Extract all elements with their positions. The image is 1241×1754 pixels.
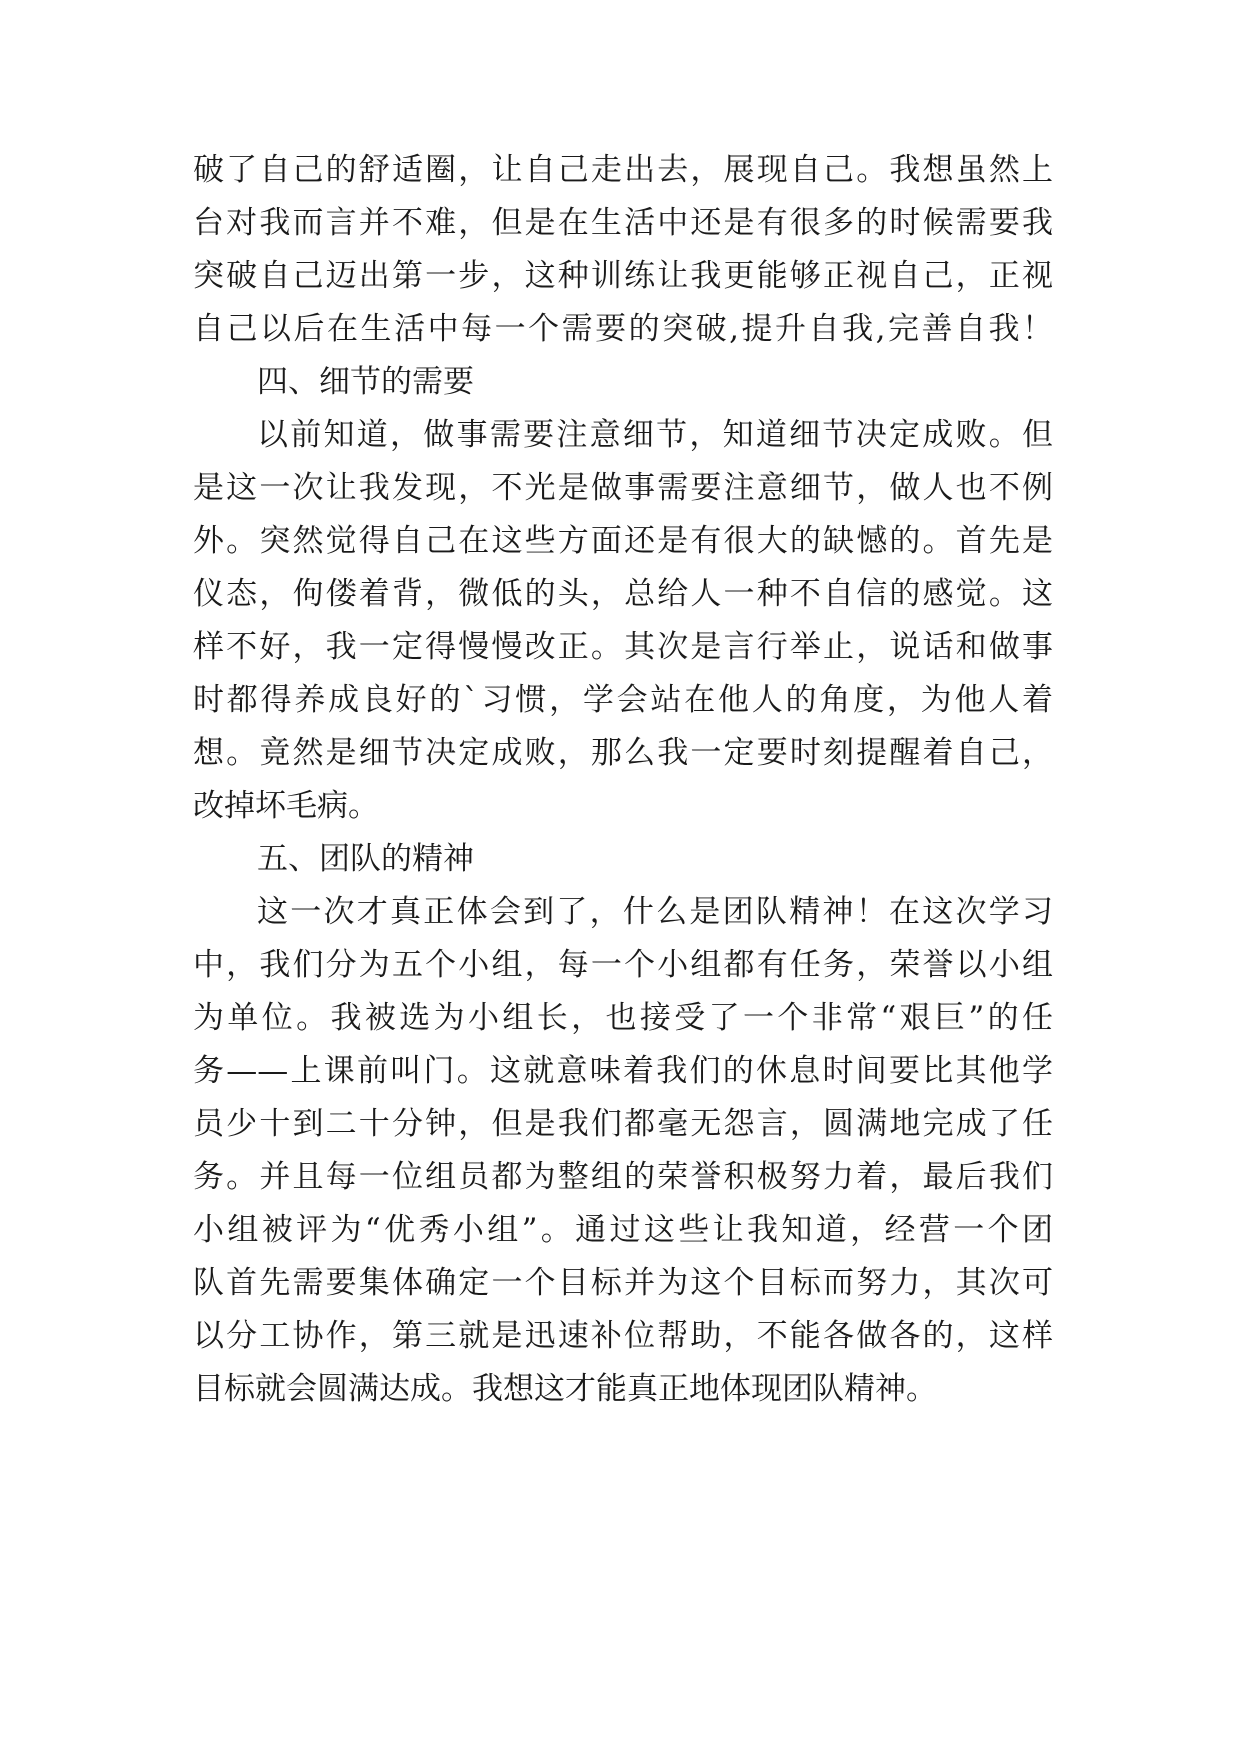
- paragraph-line: 样不好，我一定得慢慢改正。其次是言行举止，说话和做事: [193, 629, 1053, 665]
- paragraph-line: 改掉坏毛病。: [193, 788, 379, 824]
- section-heading-details: 四、细节的需要: [257, 364, 474, 400]
- paragraph-line: 中，我们分为五个小组，每一个小组都有任务，荣誉以小组: [193, 947, 1053, 983]
- paragraph-line: 务。并且每一位组员都为整组的荣誉积极努力着，最后我们: [193, 1159, 1053, 1195]
- paragraph-line: 为单位。我被选为小组长，也接受了一个非常“艰巨”的任: [193, 1000, 1053, 1036]
- paragraph-line: 员少十到二十分钟，但是我们都毫无怨言，圆满地完成了任: [193, 1106, 1053, 1142]
- paragraph-line: 台对我而言并不难，但是在生活中还是有很多的时候需要我: [193, 205, 1053, 241]
- paragraph-line: 外。突然觉得自己在这些方面还是有很大的缺憾的。首先是: [193, 523, 1053, 559]
- paragraph-line: 这一次才真正体会到了，什么是团队精神！在这次学习: [257, 894, 1053, 930]
- paragraph-line: 自己以后在生活中每一个需要的突破,提升自我,完善自我！: [193, 311, 1053, 347]
- paragraph-line: 破了自己的舒适圈，让自己走出去，展现自己。我想虽然上: [193, 152, 1053, 188]
- paragraph-line: 以前知道，做事需要注意细节，知道细节决定成败。但: [257, 417, 1053, 453]
- paragraph-line: 目标就会圆满达成。我想这才能真正地体现团队精神。: [193, 1371, 937, 1407]
- section-heading-team: 五、团队的精神: [257, 841, 474, 877]
- paragraph-line: 想。竟然是细节决定成败，那么我一定要时刻提醒着自己，: [193, 735, 1053, 771]
- paragraph-line: 时都得养成良好的`习惯，学会站在他人的角度，为他人着: [193, 682, 1053, 718]
- paragraph-line: 是这一次让我发现，不光是做事需要注意细节，做人也不例: [193, 470, 1053, 506]
- paragraph-line: 突破自己迈出第一步，这种训练让我更能够正视自己，正视: [193, 258, 1053, 294]
- paragraph-line: 以分工协作，第三就是迅速补位帮助，不能各做各的，这样: [193, 1318, 1053, 1354]
- paragraph-line: 务——上课前叫门。这就意味着我们的休息时间要比其他学: [193, 1053, 1053, 1089]
- paragraph-line: 小组被评为“优秀小组”。通过这些让我知道，经营一个团: [193, 1212, 1053, 1248]
- paragraph-line: 队首先需要集体确定一个目标并为这个目标而努力，其次可: [193, 1265, 1053, 1301]
- paragraph-line: 仪态，佝偻着背，微低的头，总给人一种不自信的感觉。这: [193, 576, 1053, 612]
